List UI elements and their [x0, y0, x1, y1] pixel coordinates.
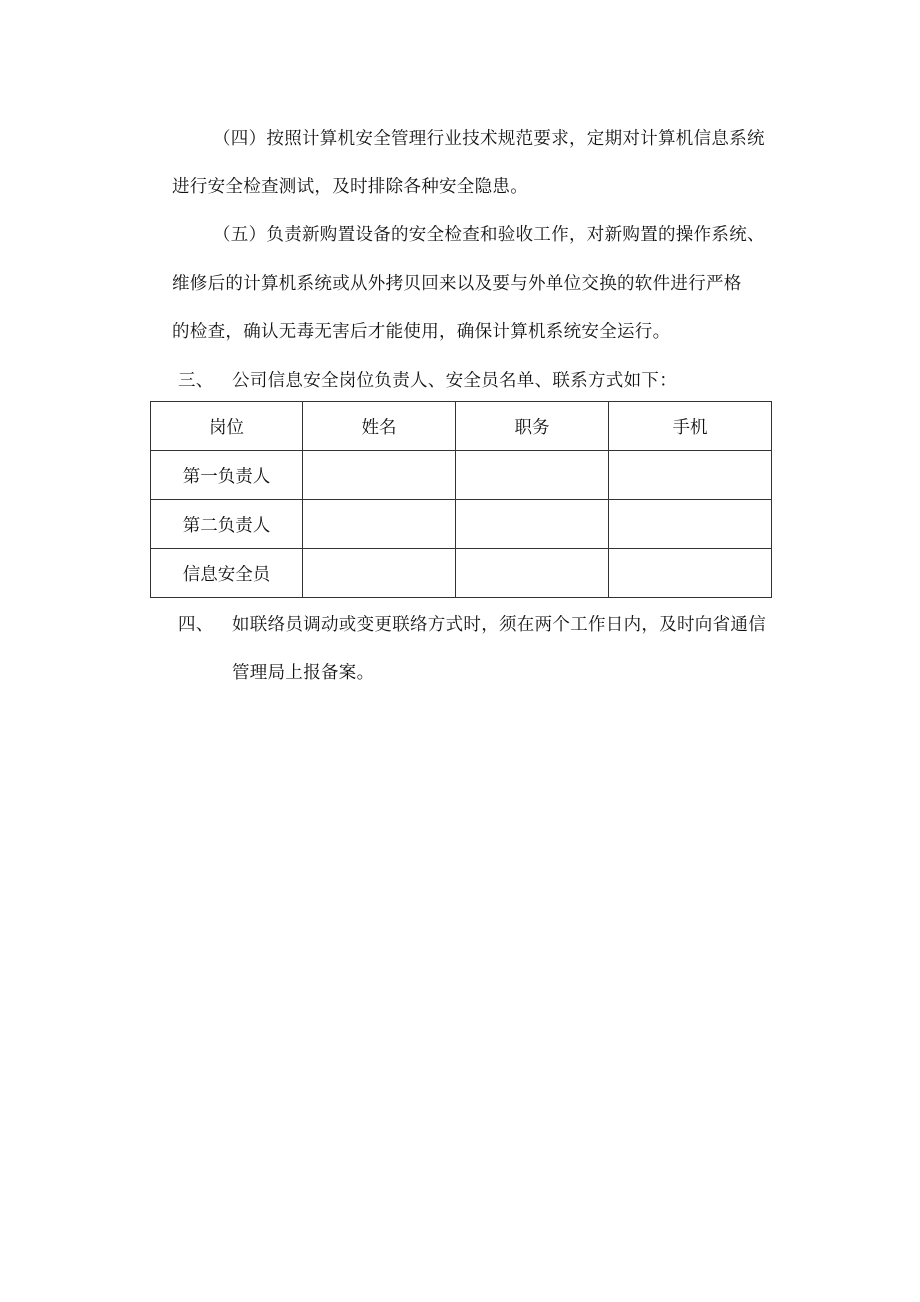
item5-paragraph-line1: （五）负责新购置设备的安全检查和验收工作，对新购置的操作系统、: [213, 225, 765, 245]
section4-number: 四、: [178, 615, 214, 635]
table-cell-title: [456, 500, 609, 549]
table-cell-mobile: [609, 500, 772, 549]
section4-text-line1: 如联络员调动或变更联络方式时，须在两个工作日内，及时向省通信: [232, 615, 766, 635]
item5-paragraph-line3: 的检查，确认无毒无害后才能使用，确保计算机系统安全运行。: [172, 322, 671, 342]
header-position: 岗位: [151, 402, 303, 451]
table-cell-title: [456, 549, 609, 598]
table-row: [151, 549, 772, 598]
table-cell-title: [456, 451, 609, 500]
item5-paragraph-line2: 维修后的计算机系统或从外拷贝回来以及要与外单位交换的软件进行严格: [172, 274, 742, 294]
item4-paragraph-line2: 进行安全检查测试，及时排除各种安全隐患。: [172, 177, 528, 197]
table-header-row: [151, 402, 772, 451]
contacts-table: [150, 401, 772, 598]
table-cell-name: [303, 500, 456, 549]
table-row: [151, 500, 772, 549]
header-name: 姓名: [303, 402, 456, 451]
table-cell-position: 第二负责人: [151, 500, 303, 549]
table-cell-name: [303, 451, 456, 500]
section3-heading: 公司信息安全岗位负责人、安全员名单、联系方式如下：: [232, 371, 677, 391]
header-mobile: 手机: [609, 402, 772, 451]
item4-paragraph-line1: （四）按照计算机安全管理行业技术规范要求，定期对计算机信息系统: [213, 129, 765, 149]
table-cell-mobile: [609, 451, 772, 500]
table-cell-mobile: [609, 549, 772, 598]
section4-text-line2: 管理局上报备案。: [232, 663, 375, 683]
table-cell-position: 信息安全员: [151, 549, 303, 598]
header-title: 职务: [456, 402, 609, 451]
section3-number: 三、: [178, 371, 214, 391]
table-row: [151, 451, 772, 500]
table-cell-position: 第一负责人: [151, 451, 303, 500]
table-cell-name: [303, 549, 456, 598]
